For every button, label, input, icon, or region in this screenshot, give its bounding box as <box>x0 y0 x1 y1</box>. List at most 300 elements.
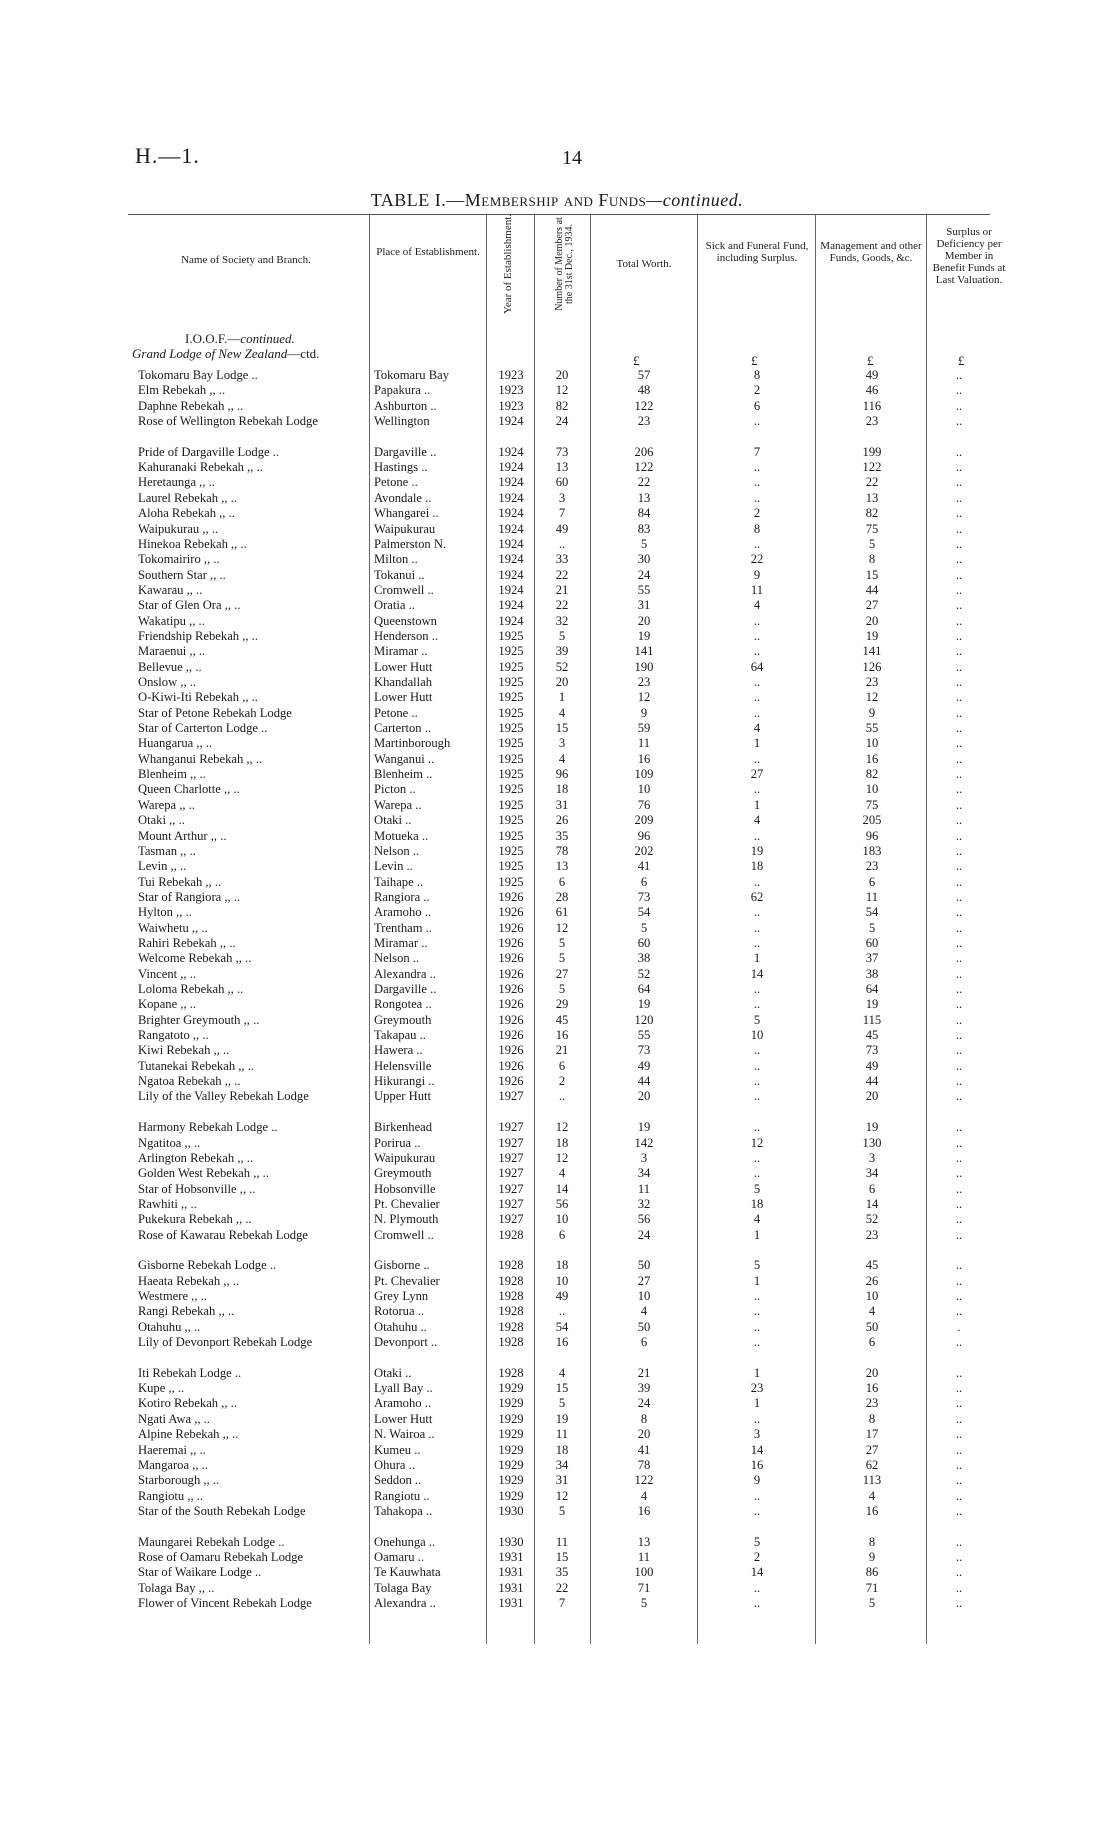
member-count: 3 <box>558 490 566 505</box>
branch-name: Tutanekai Rebekah ,, .. <box>138 1058 255 1073</box>
total-worth: 64 <box>637 982 651 996</box>
member-count: 4 <box>558 751 566 766</box>
total-worth: 55 <box>637 1028 651 1043</box>
year-established: 1926 <box>498 1043 524 1058</box>
branch-name: Harmony Rebekah Lodge .. <box>138 1120 278 1135</box>
surplus-deficiency: .. <box>955 1058 963 1073</box>
member-count: 4 <box>558 1365 566 1380</box>
total-worth: 9 <box>640 705 648 720</box>
year-established: 1928 <box>498 1273 524 1288</box>
management-fund: 16 <box>865 1503 879 1518</box>
sick-funeral-fund: 18 <box>750 1196 764 1211</box>
branch-name: Otahuhu ,, .. <box>138 1319 201 1334</box>
year-established: 1925 <box>498 675 524 689</box>
place-of-establishment: N. Wairoa .. <box>374 1427 435 1442</box>
branch-name: Ngatitoa ,, .. <box>138 1135 201 1150</box>
year-established: 1924 <box>498 613 524 628</box>
total-worth: 11 <box>637 736 651 751</box>
surplus-deficiency: .. <box>955 1596 963 1610</box>
surplus-deficiency: .. <box>955 1135 963 1150</box>
management-fund: 46 <box>865 383 879 398</box>
management-fund: 19 <box>865 628 879 643</box>
member-count: 11 <box>555 1534 569 1549</box>
sick-funeral-fund: .. <box>753 536 761 551</box>
sick-funeral-fund: .. <box>753 1166 761 1181</box>
member-count: 11 <box>555 1427 569 1442</box>
total-worth: 19 <box>637 628 651 643</box>
place-of-establishment: Greymouth <box>374 1166 432 1181</box>
member-count: 60 <box>555 475 569 490</box>
place-of-establishment: Upper Hutt <box>374 1089 432 1104</box>
sick-funeral-fund: 14 <box>750 1442 764 1457</box>
total-worth: 4 <box>640 1304 648 1319</box>
year-established: 1928 <box>498 1319 524 1334</box>
branch-name: Waiwhetu ,, .. <box>138 920 208 935</box>
year-established: 1926 <box>498 1058 524 1073</box>
header-surplus: Surplus or Deficiency per Member in Benefit Funds at Last Valuation. <box>932 226 1006 286</box>
year-established: 1926 <box>498 982 524 996</box>
branch-name: Starborough ,, .. <box>138 1473 220 1488</box>
year-established: 1924 <box>498 475 524 490</box>
total-worth: 22 <box>637 475 651 490</box>
management-fund: 115 <box>862 1012 882 1027</box>
branch-name: Star of Rangiora ,, .. <box>138 889 241 904</box>
member-count: 32 <box>555 613 569 628</box>
sick-funeral-fund: 5 <box>753 1534 761 1549</box>
sick-funeral-fund: .. <box>753 1596 761 1610</box>
sick-funeral-fund: .. <box>753 1411 761 1426</box>
place-of-establishment: Nelson .. <box>374 951 420 966</box>
year-established: 1926 <box>498 951 524 966</box>
year-established: 1929 <box>498 1381 524 1396</box>
management-fund: 113 <box>862 1473 882 1488</box>
management-fund: 23 <box>865 859 879 874</box>
management-fund: 16 <box>865 1381 879 1396</box>
management-fund: 52 <box>865 1212 879 1227</box>
total-worth: 39 <box>637 1381 651 1396</box>
branch-name: Star of the South Rebekah Lodge <box>138 1503 306 1518</box>
surplus-deficiency: .. <box>955 1396 963 1411</box>
member-count: 73 <box>555 444 569 459</box>
total-worth: 6 <box>640 1335 648 1350</box>
sick-funeral-fund: 18 <box>750 859 764 874</box>
year-established: 1924 <box>498 521 524 536</box>
branch-name: Otaki ,, .. <box>138 813 185 828</box>
place-of-establishment: Tokanui .. <box>374 567 425 582</box>
management-fund: 38 <box>865 966 879 981</box>
place-of-establishment: Aramoho .. <box>374 905 432 920</box>
year-established: 1924 <box>498 506 524 521</box>
management-fund: 9 <box>868 1549 876 1564</box>
management-fund: 13 <box>865 490 879 505</box>
total-worth: 20 <box>637 613 651 628</box>
header-place: Place of Establishment. <box>376 246 480 258</box>
place-of-establishment: Rangiora .. <box>374 889 430 904</box>
place-of-establishment: Otahuhu .. <box>374 1319 427 1334</box>
year-established: 1924 <box>498 582 524 597</box>
branch-name: Kahuranaki Rebekah ,, .. <box>138 460 263 475</box>
branch-name: Brighter Greymouth ,, .. <box>138 1012 260 1027</box>
member-count: 54 <box>555 1319 569 1334</box>
branch-name: Heretaunga ,, .. <box>138 475 215 490</box>
member-count: 31 <box>555 1473 569 1488</box>
branch-name: Ngati Awa ,, .. <box>138 1411 210 1426</box>
year-established: 1928 <box>498 1304 524 1319</box>
place-of-establishment: Greymouth <box>374 1012 432 1027</box>
sick-funeral-fund: .. <box>753 1488 761 1503</box>
year-established: 1930 <box>498 1503 524 1518</box>
branch-name: Gisborne Rebekah Lodge .. <box>138 1258 277 1273</box>
branch-name: Welcome Rebekah ,, .. <box>138 951 252 966</box>
sick-funeral-fund: .. <box>753 982 761 996</box>
member-count: 29 <box>555 997 569 1012</box>
place-of-establishment: Hastings .. <box>374 460 428 475</box>
place-of-establishment: Rangiotu .. <box>374 1488 430 1503</box>
total-worth: 120 <box>634 1012 654 1027</box>
place-of-establishment: Petone .. <box>374 705 418 720</box>
surplus-deficiency: .. <box>955 659 963 674</box>
surplus-deficiency: .. <box>955 1381 963 1396</box>
total-worth: 60 <box>637 935 651 950</box>
total-worth: 3 <box>640 1150 648 1165</box>
year-established: 1925 <box>498 828 524 843</box>
place-of-establishment: Alexandra .. <box>374 1596 436 1610</box>
sick-funeral-fund: 16 <box>750 1457 764 1472</box>
member-count: 49 <box>555 521 569 536</box>
year-established: 1928 <box>498 1365 524 1380</box>
lodge-continued: —ctd. <box>287 346 320 361</box>
member-count: 6 <box>558 1227 566 1242</box>
sick-funeral-fund: 19 <box>750 843 764 858</box>
surplus-deficiency: .. <box>955 1043 963 1058</box>
management-fund: 9 <box>868 705 876 720</box>
year-established: 1931 <box>498 1596 524 1610</box>
sick-funeral-fund: 3 <box>753 1427 761 1442</box>
place-of-establishment: Alexandra .. <box>374 966 436 981</box>
surplus-deficiency: .. <box>955 582 963 597</box>
member-count: 28 <box>555 889 569 904</box>
branch-name: Lily of the Valley Rebekah Lodge <box>138 1089 309 1104</box>
management-fund: 4 <box>868 1488 876 1503</box>
branch-name: Rangiotu ,, .. <box>138 1488 204 1503</box>
place-of-establishment: Seddon .. <box>374 1473 422 1488</box>
place-of-establishment: Levin .. <box>374 859 413 874</box>
member-count: 12 <box>555 920 569 935</box>
management-fund: 116 <box>862 398 882 413</box>
member-count: 7 <box>558 1596 566 1610</box>
management-fund: 11 <box>865 889 879 904</box>
total-worth: 96 <box>637 828 651 843</box>
place-of-establishment: Martinborough <box>374 736 451 751</box>
branch-name: Golden West Rebekah ,, .. <box>138 1166 269 1181</box>
member-count: 56 <box>555 1196 569 1211</box>
total-worth: 78 <box>637 1457 651 1472</box>
total-worth: 20 <box>637 1427 651 1442</box>
total-worth: 8 <box>640 1411 648 1426</box>
branch-name: Wakatipu ,, .. <box>138 613 205 628</box>
place-of-establishment: Whangarei .. <box>374 506 439 521</box>
branch-name: Tokomaru Bay Lodge .. <box>138 368 258 382</box>
sick-funeral-fund: .. <box>753 1043 761 1058</box>
management-fund: 75 <box>865 521 879 536</box>
surplus-deficiency: .. <box>955 951 963 966</box>
year-established: 1927 <box>498 1166 524 1181</box>
place-of-establishment: Pt. Chevalier <box>374 1273 440 1288</box>
place-of-establishment: Lyall Bay .. <box>374 1381 433 1396</box>
member-count: 45 <box>555 1012 569 1027</box>
place-of-establishment: Miramar .. <box>374 644 428 659</box>
surplus-deficiency: .. <box>955 1273 963 1288</box>
place-of-establishment: Taihape .. <box>374 874 424 889</box>
place-of-establishment: Miramar .. <box>374 935 428 950</box>
sick-funeral-fund: 5 <box>753 1258 761 1273</box>
surplus-deficiency: .. <box>955 1166 963 1181</box>
member-count: 12 <box>555 1150 569 1165</box>
branch-name: Loloma Rebekah ,, .. <box>138 982 244 996</box>
branch-name: Levin ,, .. <box>138 859 187 874</box>
member-count: 3 <box>558 736 566 751</box>
management-fund: 130 <box>862 1135 882 1150</box>
sick-funeral-fund: .. <box>753 644 761 659</box>
year-established: 1926 <box>498 935 524 950</box>
total-worth: 50 <box>637 1258 651 1273</box>
place-of-establishment: Papakura .. <box>374 383 431 398</box>
sick-funeral-fund: 2 <box>753 1549 761 1564</box>
place-of-establishment: Tahakopa .. <box>374 1503 433 1518</box>
member-count: 49 <box>555 1289 569 1303</box>
sick-funeral-fund: .. <box>753 460 761 475</box>
sick-funeral-fund: .. <box>753 1503 761 1518</box>
column-rule <box>369 214 370 1644</box>
year-established: 1926 <box>498 1012 524 1027</box>
management-fund: 5 <box>868 1596 876 1610</box>
sick-funeral-fund: 1 <box>753 736 761 751</box>
management-fund: 44 <box>865 582 879 597</box>
place-of-establishment: Kumeu .. <box>374 1442 421 1457</box>
place-of-establishment: Queenstown <box>374 613 437 628</box>
place-of-establishment: Oratia .. <box>374 598 415 613</box>
management-fund: 75 <box>865 797 879 812</box>
column-rule <box>697 214 698 1644</box>
total-worth: 13 <box>637 490 651 505</box>
total-worth: 100 <box>634 1565 654 1580</box>
member-count: 15 <box>555 1549 569 1564</box>
sick-funeral-fund: .. <box>753 1150 761 1165</box>
surplus-deficiency: .. <box>955 1427 963 1442</box>
surplus-deficiency: .. <box>955 767 963 782</box>
branch-name: Onslow ,, .. <box>138 675 197 689</box>
total-worth: 12 <box>637 690 651 705</box>
header-total-worth: Total Worth. <box>616 258 672 270</box>
member-count: 12 <box>555 1120 569 1135</box>
surplus-deficiency: .. <box>955 843 963 858</box>
member-count: 6 <box>558 874 566 889</box>
sick-funeral-fund: 12 <box>750 1135 764 1150</box>
surplus-deficiency: .. <box>955 1304 963 1319</box>
surplus-deficiency: .. <box>955 797 963 812</box>
member-count: 82 <box>555 398 569 413</box>
total-worth: 73 <box>637 1043 651 1058</box>
order-name: I.O.O.F.— <box>185 331 241 346</box>
surplus-deficiency: .. <box>955 1258 963 1273</box>
management-fund: 8 <box>868 1534 876 1549</box>
branch-name: Lily of Devonport Rebekah Lodge <box>138 1335 313 1350</box>
sick-funeral-fund: .. <box>753 475 761 490</box>
year-established: 1925 <box>498 843 524 858</box>
member-count: 35 <box>555 828 569 843</box>
surplus-deficiency: .. <box>955 1488 963 1503</box>
management-fund: 64 <box>865 982 879 996</box>
branch-name: Friendship Rebekah ,, .. <box>138 628 258 643</box>
total-worth: 57 <box>637 368 651 382</box>
management-fund: 199 <box>862 444 882 459</box>
management-fund: 23 <box>865 675 879 689</box>
total-worth: 55 <box>637 582 651 597</box>
year-established: 1924 <box>498 414 524 429</box>
total-worth: 73 <box>637 889 651 904</box>
management-fund: 6 <box>868 1335 876 1350</box>
header-members <box>554 210 575 318</box>
sick-funeral-fund: .. <box>753 751 761 766</box>
sick-funeral-fund: 64 <box>750 659 764 674</box>
total-worth: 76 <box>637 797 651 812</box>
place-of-establishment: Otaki .. <box>374 1365 412 1380</box>
lodge-name: Grand Lodge of New Zealand <box>132 346 288 361</box>
surplus-deficiency: .. <box>955 721 963 736</box>
surplus-deficiency: .. <box>955 536 963 551</box>
place-of-establishment: Henderson .. <box>374 628 439 643</box>
sick-funeral-fund: .. <box>753 920 761 935</box>
year-established: 1924 <box>498 598 524 613</box>
year-established: 1926 <box>498 1074 524 1089</box>
year-established: 1929 <box>498 1411 524 1426</box>
management-fund: 4 <box>868 1304 876 1319</box>
sick-funeral-fund: 1 <box>753 1365 761 1380</box>
management-fund: 15 <box>865 567 879 582</box>
surplus-deficiency: .. <box>955 552 963 567</box>
year-established: 1925 <box>498 644 524 659</box>
place-of-establishment: Carterton .. <box>374 721 432 736</box>
total-worth: 206 <box>634 444 654 459</box>
sick-funeral-fund: .. <box>753 1120 761 1135</box>
year-established: 1924 <box>498 444 524 459</box>
member-count: 7 <box>558 506 566 521</box>
sick-funeral-fund: 6 <box>753 398 761 413</box>
place-of-establishment: Otaki .. <box>374 813 412 828</box>
member-count: 24 <box>555 414 569 429</box>
surplus-deficiency: .. <box>955 905 963 920</box>
sick-funeral-fund: 4 <box>753 1212 761 1227</box>
place-of-establishment: Ashburton .. <box>374 398 437 413</box>
total-worth: 6 <box>640 874 648 889</box>
page-number: 14 <box>562 147 582 169</box>
surplus-deficiency: .. <box>955 1580 963 1595</box>
branch-name: Kiwi Rebekah ,, .. <box>138 1043 230 1058</box>
surplus-deficiency: .. <box>955 567 963 582</box>
sick-funeral-fund: .. <box>753 1304 761 1319</box>
management-fund: 37 <box>865 951 879 966</box>
branch-name: Kopane ,, .. <box>138 997 197 1012</box>
place-of-establishment: Cromwell .. <box>374 1227 434 1242</box>
year-established: 1926 <box>498 905 524 920</box>
surplus-deficiency: .. <box>955 460 963 475</box>
member-count: 4 <box>558 1166 566 1181</box>
year-established: 1925 <box>498 813 524 828</box>
member-count: 35 <box>555 1565 569 1580</box>
surplus-deficiency: .. <box>955 690 963 705</box>
member-count: .. <box>558 536 566 551</box>
place-of-establishment: Pt. Chevalier <box>374 1196 440 1211</box>
sick-funeral-fund: 14 <box>750 966 764 981</box>
place-of-establishment: N. Plymouth <box>374 1212 439 1227</box>
branch-name: Tasman ,, .. <box>138 843 196 858</box>
management-fund: 73 <box>865 1043 879 1058</box>
lodge-heading <box>132 346 319 362</box>
management-fund: 22 <box>865 475 879 490</box>
member-count: 5 <box>558 1396 566 1411</box>
surplus-deficiency: .. <box>955 859 963 874</box>
member-count: 12 <box>555 383 569 398</box>
member-count: 2 <box>558 1074 566 1089</box>
total-worth: 83 <box>637 521 651 536</box>
management-fund: 27 <box>865 1442 879 1457</box>
place-of-establishment: Wellington <box>374 414 430 429</box>
year-established: 1927 <box>498 1120 524 1135</box>
total-worth: 190 <box>634 659 654 674</box>
place-of-establishment: Dargaville .. <box>374 444 437 459</box>
total-worth: 24 <box>637 1227 651 1242</box>
management-fund: 45 <box>865 1028 879 1043</box>
sick-funeral-fund: .. <box>753 628 761 643</box>
sick-funeral-fund: 27 <box>750 767 764 782</box>
branch-name: Arlington Rebekah ,, .. <box>138 1150 254 1165</box>
total-worth: 24 <box>637 567 651 582</box>
year-established: 1925 <box>498 659 524 674</box>
sick-funeral-fund: .. <box>753 1335 761 1350</box>
total-worth: 49 <box>637 1058 651 1073</box>
total-worth: 16 <box>637 751 651 766</box>
management-fund: 20 <box>865 1365 879 1380</box>
column-rule <box>486 214 487 1644</box>
header-year-text: Year of Establishment. <box>502 213 514 314</box>
management-fund: 45 <box>865 1258 879 1273</box>
total-worth: 122 <box>634 398 654 413</box>
member-count: 22 <box>555 598 569 613</box>
total-worth: 84 <box>637 506 651 521</box>
management-fund: 44 <box>865 1074 879 1089</box>
surplus-deficiency: .. <box>955 644 963 659</box>
sick-funeral-fund: 4 <box>753 721 761 736</box>
member-count: 1 <box>558 690 566 705</box>
management-fund: 6 <box>868 874 876 889</box>
total-worth: 122 <box>634 1473 654 1488</box>
place-of-establishment: Hikurangi .. <box>374 1074 435 1089</box>
member-count: 78 <box>555 843 569 858</box>
branch-name: Westmere ,, .. <box>138 1289 207 1303</box>
branch-name: Pukekura Rebekah ,, .. <box>138 1212 252 1227</box>
member-count: 96 <box>555 767 569 782</box>
member-count: 5 <box>558 628 566 643</box>
total-worth: 59 <box>637 721 651 736</box>
document-reference: H.—1. <box>135 143 200 168</box>
place-of-establishment: Wanganui .. <box>374 751 435 766</box>
surplus-deficiency: .. <box>955 398 963 413</box>
total-worth: 38 <box>637 951 651 966</box>
total-worth: 19 <box>637 997 651 1012</box>
member-count: 13 <box>555 859 569 874</box>
place-of-establishment: Porirua .. <box>374 1135 421 1150</box>
year-established: 1928 <box>498 1227 524 1242</box>
